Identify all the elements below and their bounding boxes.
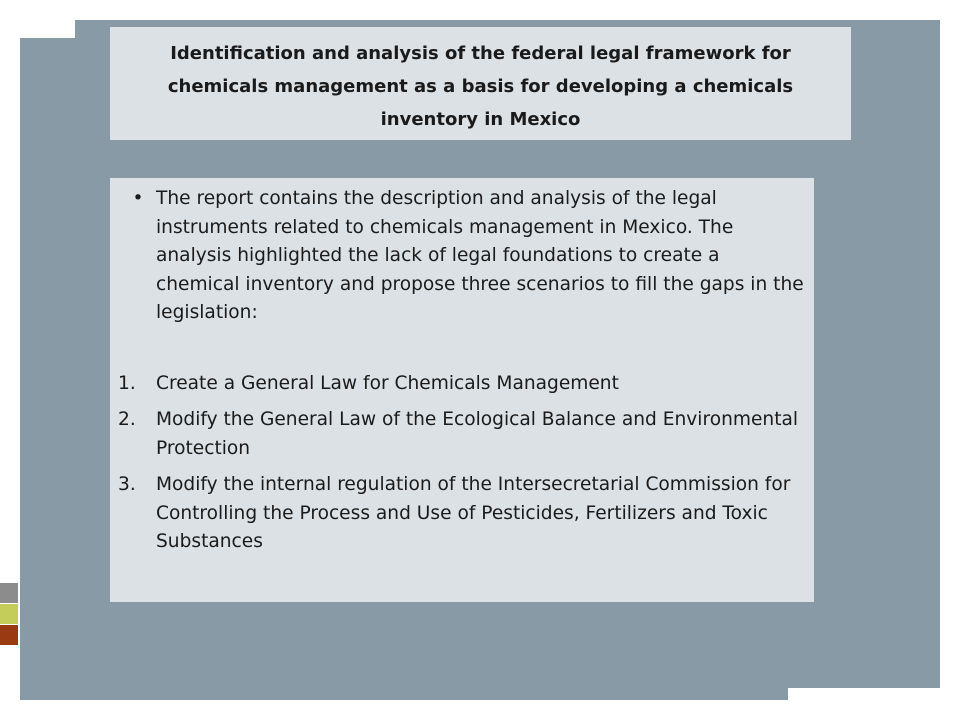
numbered-item-2: [118, 406, 804, 463]
accent-bar-lime: [0, 604, 18, 624]
numbered-item-3: [118, 471, 804, 557]
content-panel: [110, 178, 814, 602]
title-panel: [110, 27, 851, 140]
item-text: Modify the General Law of the Ecological Balance and Environmental Protection: [156, 409, 799, 459]
bullet-marker: •: [132, 188, 144, 209]
bullet-item: [118, 185, 804, 328]
item-number: 2.: [118, 409, 136, 430]
accent-bar-rust: [0, 625, 18, 645]
accent-bar-gray: [0, 583, 18, 603]
numbered-item-1: [118, 370, 804, 399]
slide-title: Identification and analysis of the federal legal framework for chemicals management as a basis for developing a chemicals inventory in Mexico: [167, 43, 794, 130]
slide-corner-notch: [788, 688, 940, 702]
item-text: Create a General Law for Chemicals Management: [156, 372, 619, 394]
bullet-text: The report contains the description and analysis of the legal instruments related to chemicals management in Mexico. The analysis highlighted the lack of legal foundations to create a chemical inventory and propose three scenarios to fill the gaps in the legislation:: [156, 188, 804, 323]
item-text: Modify the internal regulation of the Intersecretarial Commission for Controlling the Process and Use of Pesticides, Fertilizers and Toxic Substances: [156, 474, 791, 552]
item-number: 3.: [118, 474, 136, 495]
item-number: 1.: [118, 372, 136, 394]
